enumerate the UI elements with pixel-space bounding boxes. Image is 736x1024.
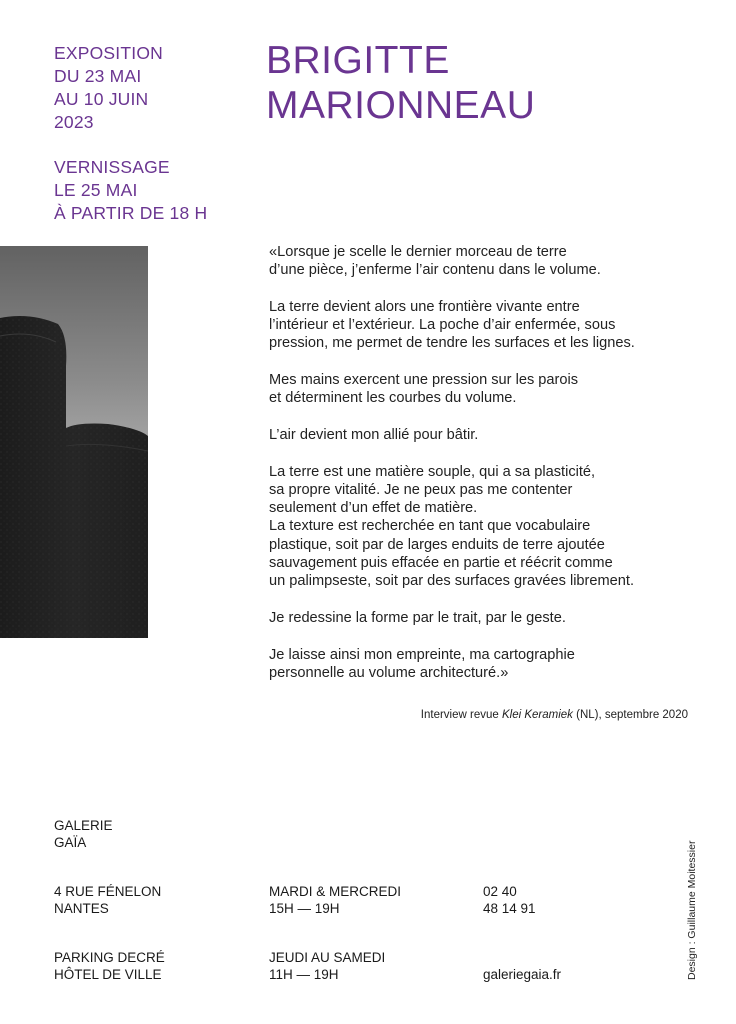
dates-line: EXPOSITION	[54, 43, 163, 63]
hours-line: 11H — 19H	[269, 967, 339, 982]
opening-line: VERNISSAGE	[54, 157, 170, 177]
artist-name-line: BRIGITTE	[266, 39, 450, 82]
design-credit: Design : Guillaume Moitessier	[686, 840, 698, 980]
quote-line: Je redessine la forme par le trait, par le geste.	[269, 609, 566, 626]
address-line: NANTES	[54, 901, 109, 916]
gallery-phone	[483, 883, 536, 917]
quote-paragraph	[269, 426, 709, 444]
quote-paragraph	[269, 517, 709, 590]
hours-line: 15H — 19H	[269, 901, 340, 916]
credit-prefix: Interview revue	[420, 709, 502, 721]
website-link[interactable]: galeriegaia.fr	[483, 967, 562, 982]
dates-line: DU 23 MAI	[54, 66, 142, 86]
sculpture-photo	[0, 246, 148, 638]
quote-paragraph	[269, 298, 709, 353]
quote-paragraph	[269, 243, 709, 280]
quote-line: La texture est recherchée en tant que vocabulaire	[269, 518, 591, 535]
quote-line: seulement d’un effet de matière.	[269, 500, 478, 517]
phone-line: 02 40	[483, 884, 517, 899]
gallery-parking	[54, 949, 165, 983]
quote-paragraph	[269, 463, 709, 518]
opening-line: À PARTIR DE 18 H	[54, 203, 208, 223]
opening-info	[54, 156, 207, 225]
dates-line: AU 10 JUIN	[54, 89, 149, 109]
dates-line: 2023	[54, 112, 94, 132]
phone-line: 48 14 91	[483, 901, 536, 916]
quote-line: «Lorsque je scelle le dernier morceau de terre	[269, 244, 567, 260]
credit-suffix: (NL), septembre 2020	[572, 709, 688, 721]
quote-line: sauvagement puis effacée en partie et réécrit comme	[269, 555, 613, 572]
quote-line: La terre devient alors une frontière vivante entre	[269, 298, 580, 315]
quote-line: L’air devient mon allié pour bâtir.	[269, 426, 479, 443]
quote-line: personnelle au volume architecturé.»	[269, 664, 509, 681]
gallery-name-line: GALERIE	[54, 818, 113, 833]
hours-weekday	[269, 883, 401, 917]
quote-line: sa propre vitalité. Je ne peux pas me contenter	[269, 481, 573, 498]
hours-line: MARDI & MERCREDI	[269, 884, 402, 899]
gallery-website[interactable]	[483, 966, 561, 983]
parking-line: PARKING DECRÉ	[54, 950, 165, 965]
gallery-name-line: GAÏA	[54, 835, 87, 850]
quote-line: d’une pièce, j’enferme l’air contenu dans le volume.	[269, 262, 601, 279]
address-line: 4 RUE FÉNELON	[54, 884, 162, 899]
gallery-address	[54, 883, 161, 917]
hours-line: JEUDI AU SAMEDI	[269, 950, 386, 965]
exhibition-info	[54, 42, 207, 247]
quote-line: Je laisse ainsi mon empreinte, ma cartographie	[269, 646, 575, 663]
sculpture-image	[0, 246, 148, 638]
parking-line: HÔTEL DE VILLE	[54, 967, 162, 982]
opening-line: LE 25 MAI	[54, 180, 138, 200]
quote-line: La terre est une matière souple, qui a sa plasticité,	[269, 463, 596, 480]
quote-paragraph	[269, 609, 709, 627]
quote-line: un palimpseste, soit par des surfaces gravées librement.	[269, 573, 635, 590]
quote-paragraph	[269, 646, 709, 683]
quote-line: Mes mains exercent une pression sur les parois	[269, 372, 579, 389]
quote-credit	[421, 709, 688, 721]
gallery-name	[54, 817, 113, 851]
artist-name-line: MARIONNEAU	[266, 84, 536, 127]
artist-quote	[269, 243, 709, 700]
quote-line: plastique, soit par de larges enduits de terre ajoutée	[269, 536, 605, 553]
quote-line: et déterminent les courbes du volume.	[269, 390, 517, 407]
hours-weekend	[269, 949, 385, 983]
quote-line: l’intérieur et l’extérieur. La poche d’air enfermée, sous	[269, 317, 616, 334]
artist-name	[266, 38, 535, 128]
exhibition-dates	[54, 42, 207, 134]
credit-publication: Klei Keramiek	[501, 709, 573, 721]
quote-paragraph	[269, 371, 709, 408]
quote-line: pression, me permet de tendre les surfaces et les lignes.	[269, 335, 635, 352]
